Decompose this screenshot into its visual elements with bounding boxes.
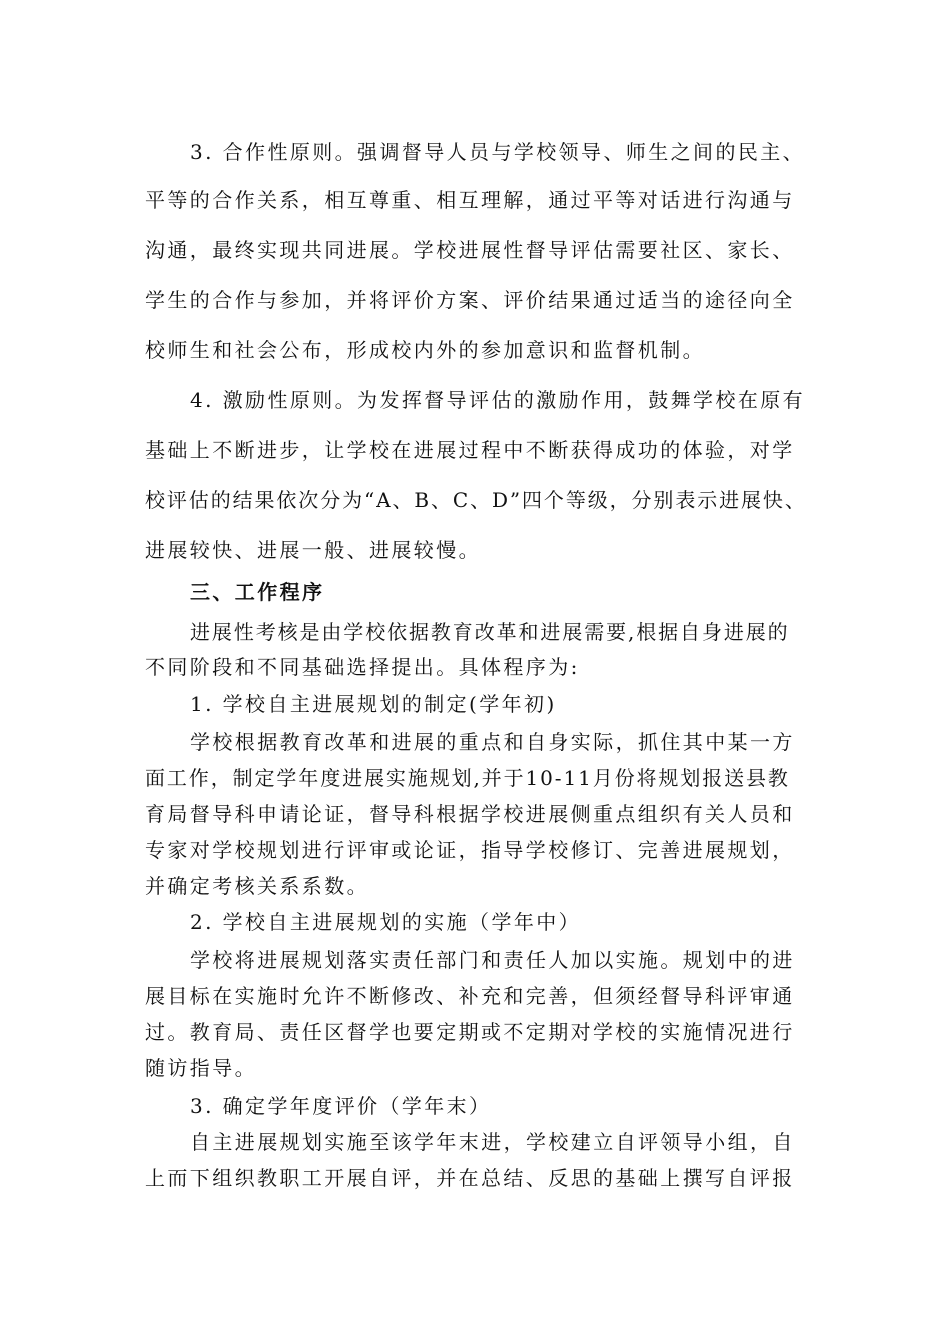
- step-title: 1. 学校自主进展规划的制定(学年初): [190, 692, 557, 716]
- paragraph-line: 上而下组织教职工开展自评，并在总结、反思的基础上撰写自评报: [145, 1166, 795, 1190]
- paragraph-line: 进展性考核是由学校依据教育改革和进展需要,根据自身进展的: [190, 620, 790, 644]
- paragraph-line: 学校将进展规划落实责任部门和责任人加以实施。规划中的进: [190, 948, 795, 972]
- paragraph-line: 自主进展规划实施至该学年末进，学校建立自评领导小组，自: [190, 1130, 795, 1154]
- paragraph-line: 进展较快、进展一般、进展较慢。: [145, 538, 481, 562]
- paragraph-line: 不同阶段和不同基础选择提出。具体程序为:: [145, 655, 580, 679]
- step-title: 2. 学校自主进展规划的实施（学年中）: [190, 910, 582, 934]
- paragraph-line: 面工作，制定学年度进展实施规划,并于10-11月份将规划报送县教: [145, 766, 790, 790]
- paragraph-line: 校评估的结果依次分为“A、B、C、D”四个等级，分别表示进展快、: [145, 488, 807, 512]
- paragraph-line: 沟通，最终实现共同进展。学校进展性督导评估需要社区、家长、: [145, 238, 795, 262]
- paragraph-line: 平等的合作关系，相互尊重、相互理解，通过平等对话进行沟通与: [145, 188, 795, 212]
- paragraph-line: 4. 激励性原则。为发挥督导评估的激励作用，鼓舞学校在原有: [190, 388, 806, 412]
- paragraph-line: 随访指导。: [145, 1056, 257, 1080]
- section-heading: 三、工作程序: [190, 580, 325, 604]
- paragraph-line: 3. 合作性原则。强调督导人员与学校领导、师生之间的民主、: [190, 140, 806, 164]
- paragraph-line: 并确定考核关系系数。: [145, 874, 369, 898]
- paragraph-line: 过。教育局、责任区督学也要定期或不定期对学校的实施情况进行: [145, 1020, 795, 1044]
- paragraph-line: 育局督导科申请论证，督导科根据学校进展侧重点组织有关人员和: [145, 802, 795, 826]
- paragraph-line: 校师生和社会公布，形成校内外的参加意识和监督机制。: [145, 338, 705, 362]
- paragraph-line: 展目标在实施时允许不断修改、补充和完善，但须经督导科评审通: [145, 984, 795, 1008]
- paragraph-line: 学校根据教育改革和进展的重点和自身实际，抓住其中某一方: [190, 730, 795, 754]
- paragraph-line: 专家对学校规划进行评审或论证，指导学校修订、完善进展规划，: [145, 838, 795, 862]
- step-title: 3. 确定学年度评价（学年末）: [190, 1094, 492, 1118]
- paragraph-line: 基础上不断进步，让学校在进展过程中不断获得成功的体验，对学: [145, 438, 795, 462]
- paragraph-line: 学生的合作与参加，并将评价方案、评价结果通过适当的途径向全: [145, 288, 795, 312]
